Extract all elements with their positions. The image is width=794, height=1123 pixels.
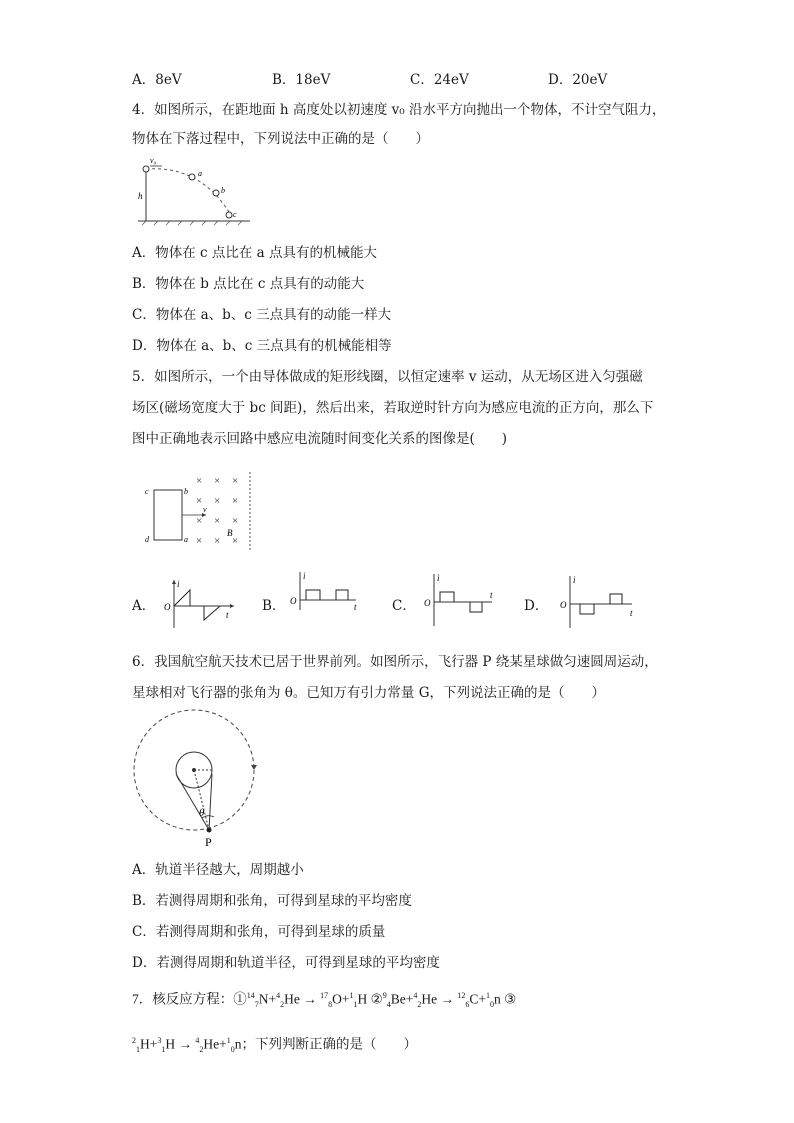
q6-stem-line1: 6．我国航空航天技术已居于世界前列。如图所示，飞行器 P 绕某星球做匀速圆周运动， bbox=[132, 654, 658, 670]
q4-option-d: D．物体在 a、b、c 三点具有的机械能相等 bbox=[132, 338, 392, 354]
q6-option-c: C．若测得周期和张角，可得到星球的质量 bbox=[132, 924, 386, 940]
svg-text:i: i bbox=[303, 571, 306, 581]
q4-stem-line2: 物体在下落过程中，下列说法中正确的是（ ） bbox=[132, 131, 429, 147]
q7-stem-line2: $^2_1$H+$^3_1$H → $^4_2$He+$^1_0$n；下列判断正确的是（ ） bbox=[132, 1036, 417, 1055]
svg-text:×: × bbox=[232, 495, 239, 507]
q4-fig-v0: v₀ bbox=[150, 156, 157, 165]
q5-graph-c bbox=[420, 572, 500, 628]
q5-stem-line2: 场区(磁场宽度大于 bc 间距)，然后出来，若取逆时针方向为感应电流的正方向，那么下 bbox=[132, 400, 654, 416]
q5-fig-v: v bbox=[203, 505, 207, 514]
q5-stem-line3: 图中正确地表示回路中感应电流随时间变化关系的图像是( ) bbox=[132, 431, 508, 447]
q4-projectile-figure bbox=[132, 155, 252, 225]
q5-fig-d: d bbox=[145, 535, 149, 544]
q6-orbit-figure bbox=[128, 712, 268, 852]
svg-text:t: t bbox=[630, 608, 633, 618]
svg-text:t: t bbox=[226, 610, 229, 620]
q4-fig-c: c bbox=[233, 210, 237, 219]
svg-text:O: O bbox=[424, 598, 431, 608]
svg-text:×: × bbox=[196, 495, 203, 507]
svg-text:i: i bbox=[437, 573, 440, 583]
q3-option-c: C．24eV bbox=[410, 72, 469, 88]
q6-fig-theta: θ bbox=[199, 807, 205, 819]
q5-graph-b-label: B． bbox=[262, 598, 286, 614]
q6-fig-P: P bbox=[205, 835, 212, 849]
q5-fig-c: c bbox=[145, 487, 149, 496]
svg-text:O: O bbox=[290, 596, 297, 606]
svg-text:O: O bbox=[164, 602, 171, 612]
q5-fig-B: B bbox=[227, 528, 233, 538]
svg-text:×: × bbox=[232, 475, 239, 487]
svg-text:t: t bbox=[490, 590, 493, 600]
svg-text:×: × bbox=[214, 515, 221, 527]
q5-graph-d-label: D． bbox=[524, 598, 549, 614]
svg-text:×: × bbox=[214, 495, 221, 507]
svg-text:×: × bbox=[214, 475, 221, 487]
svg-text:×: × bbox=[196, 515, 203, 527]
q6-option-d: D．若测得周期和轨道半径，可得到星球的平均密度 bbox=[132, 955, 440, 971]
svg-text:×: × bbox=[232, 515, 239, 527]
q6-option-b: B．若测得周期和张角，可得到星球的平均密度 bbox=[132, 893, 412, 909]
q5-stem-line1: 5．如图所示，一个由导体做成的矩形线圈，以恒定速率 v 运动，从无场区进入匀强磁 bbox=[132, 369, 643, 385]
q5-graph-b bbox=[286, 570, 366, 614]
q3-option-d: D．20eV bbox=[548, 72, 608, 88]
svg-text:t: t bbox=[354, 602, 357, 612]
q5-graph-c-label: C． bbox=[392, 598, 416, 614]
svg-text:×: × bbox=[196, 475, 203, 487]
q5-graph-a bbox=[160, 576, 240, 630]
q3-option-a: A．8eV bbox=[132, 72, 182, 88]
q4-fig-b: b bbox=[221, 186, 225, 195]
q6-option-a: A．轨道半径越大，周期越小 bbox=[132, 862, 304, 878]
q4-option-a: A．物体在 c 点比在 a 点具有的机械能大 bbox=[132, 245, 378, 261]
q4-stem-line1: 4．如图所示，在距地面 h 高度处以初速度 v₀ 沿水平方向抛出一个物体，不计空气阻力， bbox=[132, 102, 666, 118]
q5-fig-b: b bbox=[184, 487, 188, 496]
q4-fig-a: a bbox=[198, 169, 202, 178]
svg-text:i: i bbox=[573, 575, 576, 585]
q6-stem-line2: 星球相对飞行器的张角为 θ。已知万有引力常量 G，下列说法正确的是（ ） bbox=[132, 685, 605, 701]
svg-text:×: × bbox=[196, 535, 203, 547]
q3-option-b: B．18eV bbox=[272, 72, 331, 88]
q5-coil-field-figure bbox=[140, 470, 260, 554]
svg-text:i: i bbox=[177, 579, 180, 589]
svg-text:O: O bbox=[560, 600, 567, 610]
q5-fig-a: a bbox=[184, 535, 188, 544]
q4-fig-h: h bbox=[138, 191, 143, 201]
q5-graph-d bbox=[556, 574, 640, 630]
svg-text:×: × bbox=[214, 535, 221, 547]
q4-option-c: C．物体在 a、b、c 三点具有的动能一样大 bbox=[132, 307, 392, 323]
svg-text:×: × bbox=[232, 535, 239, 547]
q7-stem-line1: 7．核反应方程：①$^{14}_7$N+$^4_2$He → $^{17}_8$O+$^1_1$H ②$^9_4$Be+$^4_2$He → $^{12}_6$C+$^1_0$n ③ bbox=[132, 991, 517, 1010]
q4-option-b: B．物体在 b 点比在 c 点具有的动能大 bbox=[132, 276, 365, 292]
q5-graph-a-label: A． bbox=[132, 598, 156, 614]
